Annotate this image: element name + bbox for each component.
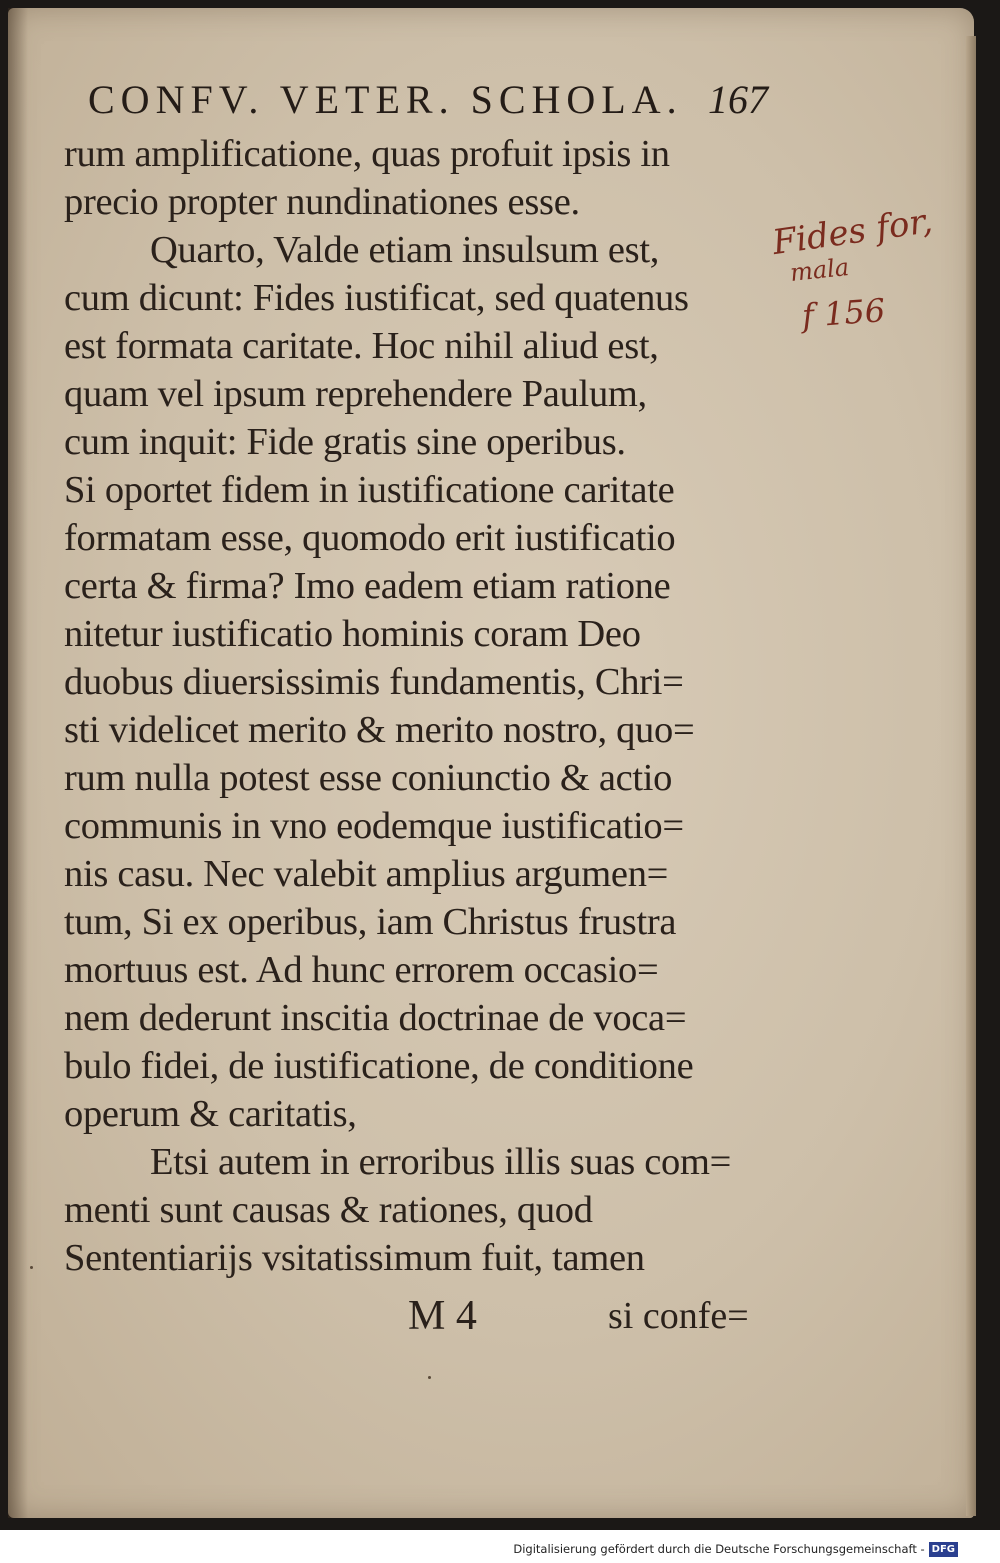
text-line: quam vel ipsum reprehendere Paulum, — [64, 373, 647, 415]
text-line: tum, Si ex operibus, iam Christus frustra — [64, 901, 677, 943]
text-line: certa & firma? Imo eadem etiam ratione — [64, 565, 671, 607]
text-line: bulo fidei, de iustificatione, de conditione — [64, 1045, 694, 1087]
running-head: CONFV. VETER. SCHOLA. — [88, 77, 683, 122]
text-line: sti videlicet merito & merito nostro, quo= — [64, 709, 695, 751]
paper-speck — [30, 1266, 33, 1269]
text-line: mortuus est. Ad hunc errorem occasio= — [64, 949, 659, 991]
text-line: nis casu. Nec valebit amplius argumen= — [64, 853, 669, 895]
text-line: cum inquit: Fide gratis sine operibus. — [64, 421, 626, 463]
body-text — [64, 130, 764, 1282]
text-line: formatam esse, quomodo erit iustificatio — [64, 517, 676, 559]
digitization-credit — [513, 1540, 958, 1558]
text-line: Etsi autem in erroribus illis suas com= — [150, 1141, 732, 1183]
marginal-note — [769, 200, 952, 342]
text-line: nem dederunt inscitia doctrinae de voca= — [64, 997, 687, 1039]
text-line: rum nulla potest esse coniunctio & actio — [64, 757, 673, 799]
credit-text: Digitalisierung gefördert durch die Deutsche Forschungsgemeinschaft - — [513, 1542, 925, 1556]
text-line: cum dicunt: Fides iustificat, sed quatenus — [64, 277, 689, 319]
text-line: Quarto, Valde etiam insulsum est, — [150, 229, 660, 271]
text-line: Sententiarijs vsitatissimum fuit, tamen — [64, 1237, 645, 1279]
text-line: communis in vno eodemque iustificatio= — [64, 805, 684, 847]
text-line: operum & caritatis, — [64, 1093, 357, 1135]
page-header — [88, 72, 778, 128]
dfg-logo: DFG — [929, 1542, 958, 1557]
paper-speck — [428, 1376, 431, 1379]
text-line: precio propter nundinationes esse. — [64, 181, 580, 223]
page-footer — [0, 1290, 1000, 1342]
marginal-note-line: mala — [788, 252, 851, 288]
marginal-note-line: f 156 — [800, 291, 887, 335]
catchword: si confe= — [608, 1295, 749, 1337]
text-line: duobus diuersissimis fundamentis, Chri= — [64, 661, 684, 703]
signature-mark: M 4 — [408, 1293, 477, 1339]
text-line: est formata caritate. Hoc nihil aliud est, — [64, 325, 659, 367]
text-line: nitetur iustificatio hominis coram Deo — [64, 613, 641, 655]
text-line: rum amplificatione, quas profuit ipsis in — [64, 133, 670, 175]
text-line: menti sunt causas & rationes, quod — [64, 1189, 593, 1231]
text-line: Si oportet fidem in iustificatione caritate — [64, 469, 675, 511]
marginal-note-line: Fides for, — [769, 200, 936, 264]
page-number: 167 — [708, 77, 768, 122]
